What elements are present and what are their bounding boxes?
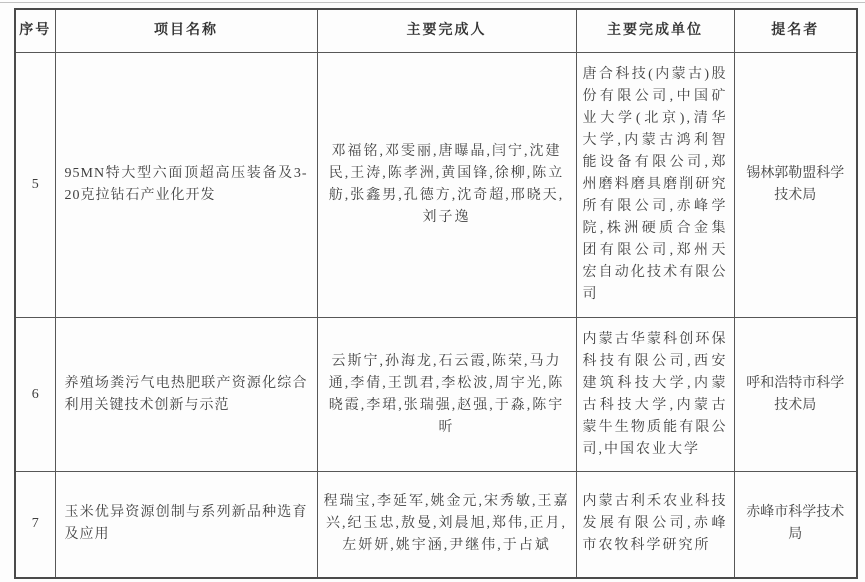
cell-main-units: 内蒙古华蒙科创环保科技有限公司,西安建筑科技大学,内蒙古科技大学,内蒙古蒙牛生物质能有限公司,中国农业大学: [576, 318, 734, 472]
cell-main-contributors: 程瑞宝,李延军,姚金元,宋秀敏,王嘉兴,纪玉忠,敖曼,刘晨旭,郑伟,正月,左妍妍,姚宇涵,尹继伟,于占斌: [317, 472, 576, 578]
col-header-project-name: 项目名称: [55, 9, 317, 53]
col-header-main-contributors: 主要完成人: [317, 9, 576, 53]
cell-project-name: 养殖场粪污气电热肥联产资源化综合利用关键技术创新与示范: [55, 318, 317, 472]
header-row: [15, 9, 857, 53]
cell-serial-number: 6: [15, 318, 55, 472]
cell-nominator: 赤峰市科学技术局: [734, 472, 857, 578]
cell-nominator: 呼和浩特市科学技术局: [734, 318, 857, 472]
cell-project-name: 玉米优异资源创制与系列新品种选育及应用: [55, 472, 317, 578]
col-header-nominator: 提名者: [734, 9, 857, 53]
table-row: [15, 53, 857, 318]
cell-project-name: 95MN特大型六面顶超高压装备及3-20克拉钻石产业化开发: [55, 53, 317, 318]
cell-nominator: 锡林郭勒盟科学技术局: [734, 53, 857, 318]
table-row: [15, 318, 857, 472]
cell-serial-number: 5: [15, 53, 55, 318]
col-header-main-units: 主要完成单位: [576, 9, 734, 53]
cell-main-contributors: 邓福铭,邓雯丽,唐曝晶,闫宁,沈建民,王涛,陈孝洲,黄国锋,徐柳,陈立舫,张鑫男,孔德方,沈奇超,邢晓天,刘子逸: [317, 53, 576, 318]
cell-main-units: 唐合科技(内蒙古)股份有限公司,中国矿业大学(北京),清华大学,内蒙古鸿利智能设备有限公司,郑州磨料磨具磨削研究所有限公司,赤峰学院,株洲硬质合金集团有限公司,郑州天宏自动化技术有限公司: [576, 53, 734, 318]
top-divider: [0, 2, 865, 3]
awards-table: [14, 8, 858, 579]
col-header-serial-number: 序号: [15, 9, 55, 53]
table-row: [15, 472, 857, 578]
cell-serial-number: 7: [15, 472, 55, 578]
cell-main-units: 内蒙古利禾农业科技发展有限公司,赤峰市农牧科学研究所: [576, 472, 734, 578]
cell-main-contributors: 云斯宁,孙海龙,石云霞,陈荣,马力通,李倩,王凯君,李松波,周宇光,陈晓霞,李珺,张瑞强,赵强,于淼,陈宇昕: [317, 318, 576, 472]
